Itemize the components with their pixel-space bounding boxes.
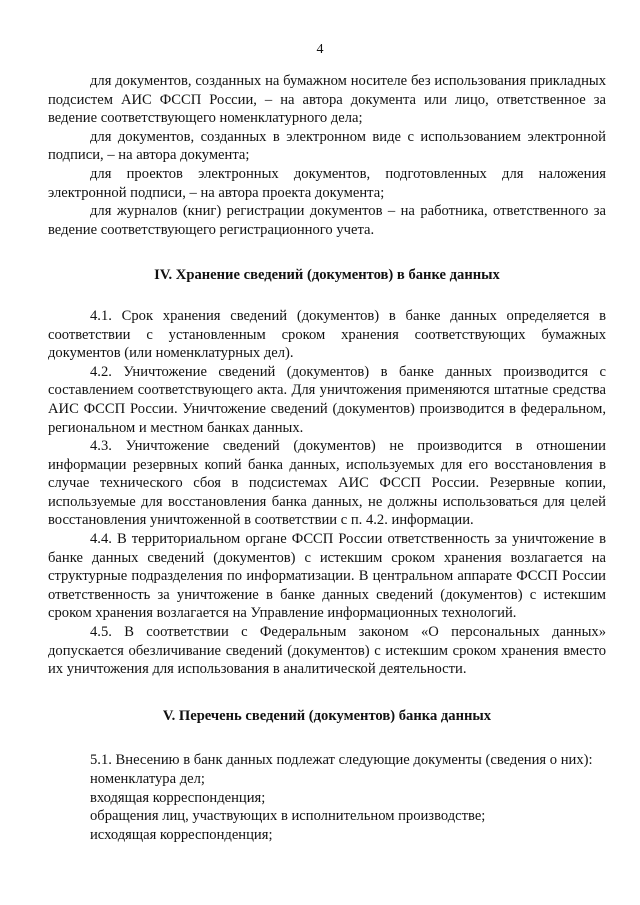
intro-paragraph: для документов, созданных на бумажном носителе без использования прикладных подсистем АИС ФССП России, – на автора документа или лицо, ответственное за ведение соответствующего номенклатурного дела; (48, 73, 606, 127)
section-4-paragraph: 4.5. В соответствии с Федеральным законом «О персональных данных» допускается обезличивание сведений (документов) с истекшим сроком хранения вместо их уничтожения для использования в аналитической деятельности. (48, 624, 606, 678)
list-item: номенклатура дел; (90, 771, 205, 787)
section-4-paragraph: 4.4. В территориальном органе ФССП России ответственность за уничтожение в банке данных сведений (документов) с истекшим сроком хранения возлагается на структурные подразделения по информатизации. В центральном аппарате ФССП России ответственность за уничтожение в банке данных сведений (документов) с истекшим сроком хранения возлагается на Управление информационных технологий. (48, 531, 606, 622)
document-body (48, 72, 606, 844)
section-5-paragraph: 5.1. Внесению в банк данных подлежат следующие документы (сведения о них): (90, 752, 593, 769)
intro-paragraph: для журналов (книг) регистрации документов – на работника, ответственного за ведение соответствующего регистрационного учета. (48, 203, 606, 238)
section-5-heading: V. Перечень сведений (документов) банка данных (162, 707, 492, 724)
list-item: исходящая корреспонденция; (90, 826, 273, 843)
section-4-heading: IV. Хранение сведений (документов) в банке данных (154, 267, 500, 284)
intro-paragraph: для проектов электронных документов, подготовленных для наложения электронной подписи, – на автора проекта документа; (48, 165, 606, 201)
section-4-paragraph: 4.3. Уничтожение сведений (документов) не производится в отношении информации резервных копий банка данных, используемых для его восстановления в случае технического сбоя в подсистемах АИС ФССП России. Резервные копии, используемые для восстановления банка данных, не должны использоваться для целей восстановления уничтоженной в соответствии с п. 4.2. информации. (48, 438, 606, 529)
section-4-paragraph: 4.1. Срок хранения сведений (документов) в банке данных определяется в соответствии с установленным сроком хранения соответствующих бумажных документов (или номенклатурных дел). (48, 307, 606, 362)
intro-paragraph: для документов, созданных в электронном виде с использованием электронной подписи, – на автора документа; (48, 128, 606, 164)
section-4-paragraph: 4.2. Уничтожение сведений (документов) в банке данных производится с составлением соответствующего акта. Для уничтожения применяются штатные средства АИС ФССП России. Уничтожение сведений (документов) производится в федеральном, региональном и местном банках данных. (48, 363, 606, 436)
list-item: входящая корреспонденция; (90, 789, 266, 806)
page-number: 4 (316, 42, 324, 57)
list-item: обращения лиц, участвующих в исполнительном производстве; (90, 808, 486, 825)
